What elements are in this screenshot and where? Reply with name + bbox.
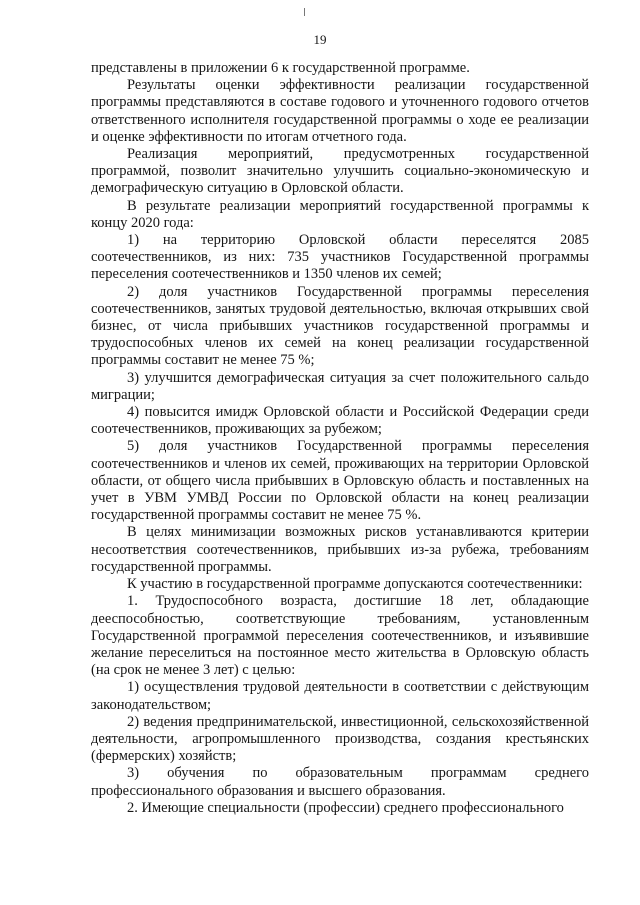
paragraph: 1) осуществления трудовой деятельности в соответствии с действующим законодательством;	[91, 679, 589, 713]
paragraph: представлены в приложении 6 к государственной программе.	[91, 60, 470, 76]
body-text	[91, 60, 589, 817]
paragraph: 1. Трудоспособного возраста, достигшие 18 лет, обладающие дееспособностью, соответствующие требованиям, установленным Государственной программой переселения соотечественников, и изъявившие желание переселиться на постоянное место жительства в Орловскую область (на срок не менее 3 лет) с целью:	[91, 593, 589, 679]
paragraph: В результате реализации мероприятий государственной программы к концу 2020 года:	[91, 197, 589, 231]
paragraph: В целях минимизации возможных рисков устанавливаются критерии несоответствия соотечественников, прибывших из-за рубежа, требованиям государственной программы.	[91, 524, 589, 575]
paragraph: 2) ведения предпринимательской, инвестиционной, сельскохозяйственной деятельности, агропромышленного производства, создания крестьянских (фермерских) хозяйств;	[91, 713, 589, 765]
paragraph: 2. Имеющие специальности (профессии) среднего профессионального	[127, 799, 564, 816]
paragraph: Результаты оценки эффективности реализации государственной программы представляются в составе годового и уточненного годового отчетов ответственного исполнителя государственной программы о ходе ее реализации и оценке эффективности по итогам отчетного года.	[91, 77, 589, 145]
paragraph: 2) доля участников Государственной программы переселения соотечественников, занятых трудовой деятельностью, включая открывших свой бизнес, от числа прибывших участников государственной программы и трудоспособных членов их семей на конец реализации государственной программы составит не менее 75 %;	[91, 283, 589, 369]
scan-mark	[304, 8, 305, 16]
paragraph: К участию в государственной программе допускаются соотечественники:	[127, 576, 583, 593]
paragraph: 3) обучения по образовательным программам среднего профессионального образования и высшего образования.	[91, 765, 589, 799]
paragraph: 3) улучшится демографическая ситуация за счет положительного сальдо миграции;	[91, 369, 589, 403]
paragraph: 4) повысится имидж Орловской области и Российской Федерации среди соотечественников, проживающих за рубежом;	[91, 404, 589, 438]
page-number: 19	[313, 32, 327, 47]
paragraph: 1) на территорию Орловской области переселятся 2085 соотечественников, из них: 735 участников Государственной программы переселения соотечественников и 1350 членов их семей;	[91, 232, 589, 283]
paragraph: 5) доля участников Государственной программы переселения соотечественников и членов их семей, проживающих на территории Орловской области, от общего числа прибывших в Орловскую область и поставленных на учет в УВМ УМВД России по Орловской области на конец реализации государственной программы составит не менее 75 %.	[91, 438, 589, 524]
paragraph: Реализация мероприятий, предусмотренных государственной программой, позволит значительно улучшить социально-экономическую и демографическую ситуацию в Орловской области.	[91, 146, 589, 197]
